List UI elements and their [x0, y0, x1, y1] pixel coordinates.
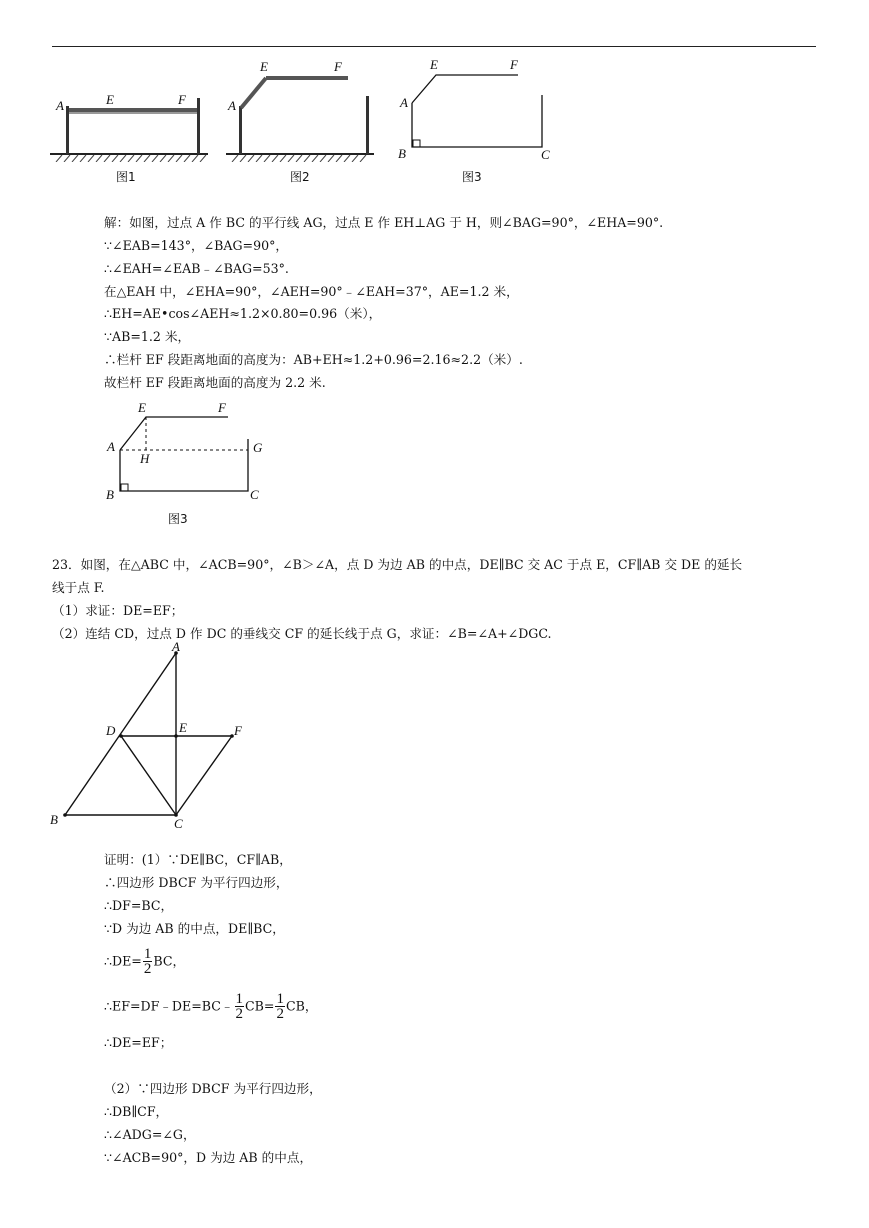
label-C: C — [174, 816, 183, 831]
solution-line-3: ∴∠EAH=∠EAB﹣∠BAG=53°. — [104, 261, 289, 276]
figure-2-railing-raised — [224, 60, 379, 162]
caption-fig3: 图3 — [462, 170, 482, 184]
problem23-stem-2: 线于点 F. — [52, 580, 105, 595]
proof-line-7: ∴DE=EF； — [104, 1035, 173, 1050]
label-E: E — [179, 720, 187, 735]
label-C: C — [541, 147, 550, 162]
proof-part2-line-2: ∴DB∥CF， — [104, 1104, 169, 1119]
label-F: F — [234, 723, 242, 738]
label-F: F — [178, 92, 186, 107]
proof-part2-line-4: ∵∠ACB=90°，D 为边 AB 的中点， — [104, 1150, 313, 1165]
label-F: F — [510, 57, 518, 72]
header-rule — [52, 46, 816, 47]
label-F: F — [218, 400, 226, 415]
label-B: B — [106, 487, 114, 502]
problem23-stem-1: 23．如图，在△ABC 中，∠ACB=90°，∠B＞∠A，点 D 为边 AB 的中点，DE∥BC 交 AC 于点 E，CF∥AB 交 DE 的延长 — [52, 557, 743, 572]
proof-line-4: ∵D 为边 AB 的中点，DE∥BC， — [104, 921, 285, 936]
proof-part2-line-1: （2）∵四边形 DBCF 为平行四边形， — [104, 1081, 322, 1096]
label-A: A — [107, 439, 115, 454]
figure-solution-schematic — [100, 395, 275, 505]
proof-line-6: ∴EF=DF﹣DE=BC﹣ $\frac{1}{2}$ CB= $\frac{1}{2}$ CB， — [104, 991, 318, 1022]
label-E: E — [106, 92, 114, 107]
solution-line-6: ∵AB=1.2 米， — [104, 329, 191, 344]
solution-line-2: ∵∠EAB=143°，∠BAG=90°， — [104, 238, 289, 253]
label-H: H — [140, 451, 150, 466]
proof-part2-line-3: ∴∠ADG=∠G， — [104, 1127, 196, 1142]
solution-line-7: ∴栏杆 EF 段距离地面的高度为：AB+EH≈1.2+0.96=2.16≈2.2（米）. — [104, 352, 523, 367]
figure-1-railing-flat — [50, 82, 210, 162]
fraction-one-half: $\frac{1}{2}$ — [276, 991, 284, 1022]
caption-fig1: 图1 — [116, 170, 136, 184]
proof-line-3: ∴DF=BC， — [104, 898, 174, 913]
solution-line-5: ∴EH=AE•cos∠AEH≈1.2×0.80=0.96（米）， — [104, 306, 382, 321]
label-A: A — [228, 98, 236, 113]
caption-fig2: 图2 — [290, 170, 310, 184]
solution-line-4: 在△EAH 中，∠EHA=90°，∠AEH=90°﹣∠EAH=37°，AE=1.2 米， — [104, 284, 519, 299]
solution-line-8: 故栏杆 EF 段距离地面的高度为 2.2 米. — [104, 375, 326, 390]
label-A: A — [172, 639, 180, 654]
problem23-part1: （1）求证：DE=EF； — [52, 603, 184, 618]
problem23-part2: （2）连结 CD，过点 D 作 DC 的垂线交 CF 的延长线于点 G，求证：∠B=∠A+∠DGC. — [52, 626, 552, 641]
fraction-one-half: $\frac{1}{2}$ — [143, 946, 152, 977]
label-E: E — [138, 400, 146, 415]
label-B: B — [50, 812, 58, 827]
label-C: C — [250, 487, 259, 502]
figure-3-schematic — [394, 55, 564, 165]
fraction-one-half: $\frac{1}{2}$ — [235, 991, 243, 1022]
proof-line-1: 证明：(1）∵DE∥BC，CF∥AB， — [104, 852, 292, 867]
label-G: G — [253, 440, 263, 455]
solution-line-1: 解：如图，过点 A 作 BC 的平行线 AG，过点 E 作 EH⊥AG 于 H，则∠BAG=90°，∠EHA=90°. — [104, 215, 664, 230]
label-A: A — [56, 98, 64, 113]
label-B: B — [398, 146, 406, 161]
label-F: F — [334, 60, 342, 74]
label-D: D — [106, 723, 116, 738]
label-E: E — [260, 60, 268, 74]
caption-solution-fig: 图3 — [168, 512, 188, 526]
proof-line-5: ∴DE= $\frac{1}{2}$ BC， — [104, 946, 186, 977]
figure-23-triangle — [46, 638, 256, 833]
proof-line-2: ∴四边形 DBCF 为平行四边形， — [104, 875, 289, 890]
label-A: A — [400, 95, 408, 110]
label-E: E — [430, 57, 438, 72]
